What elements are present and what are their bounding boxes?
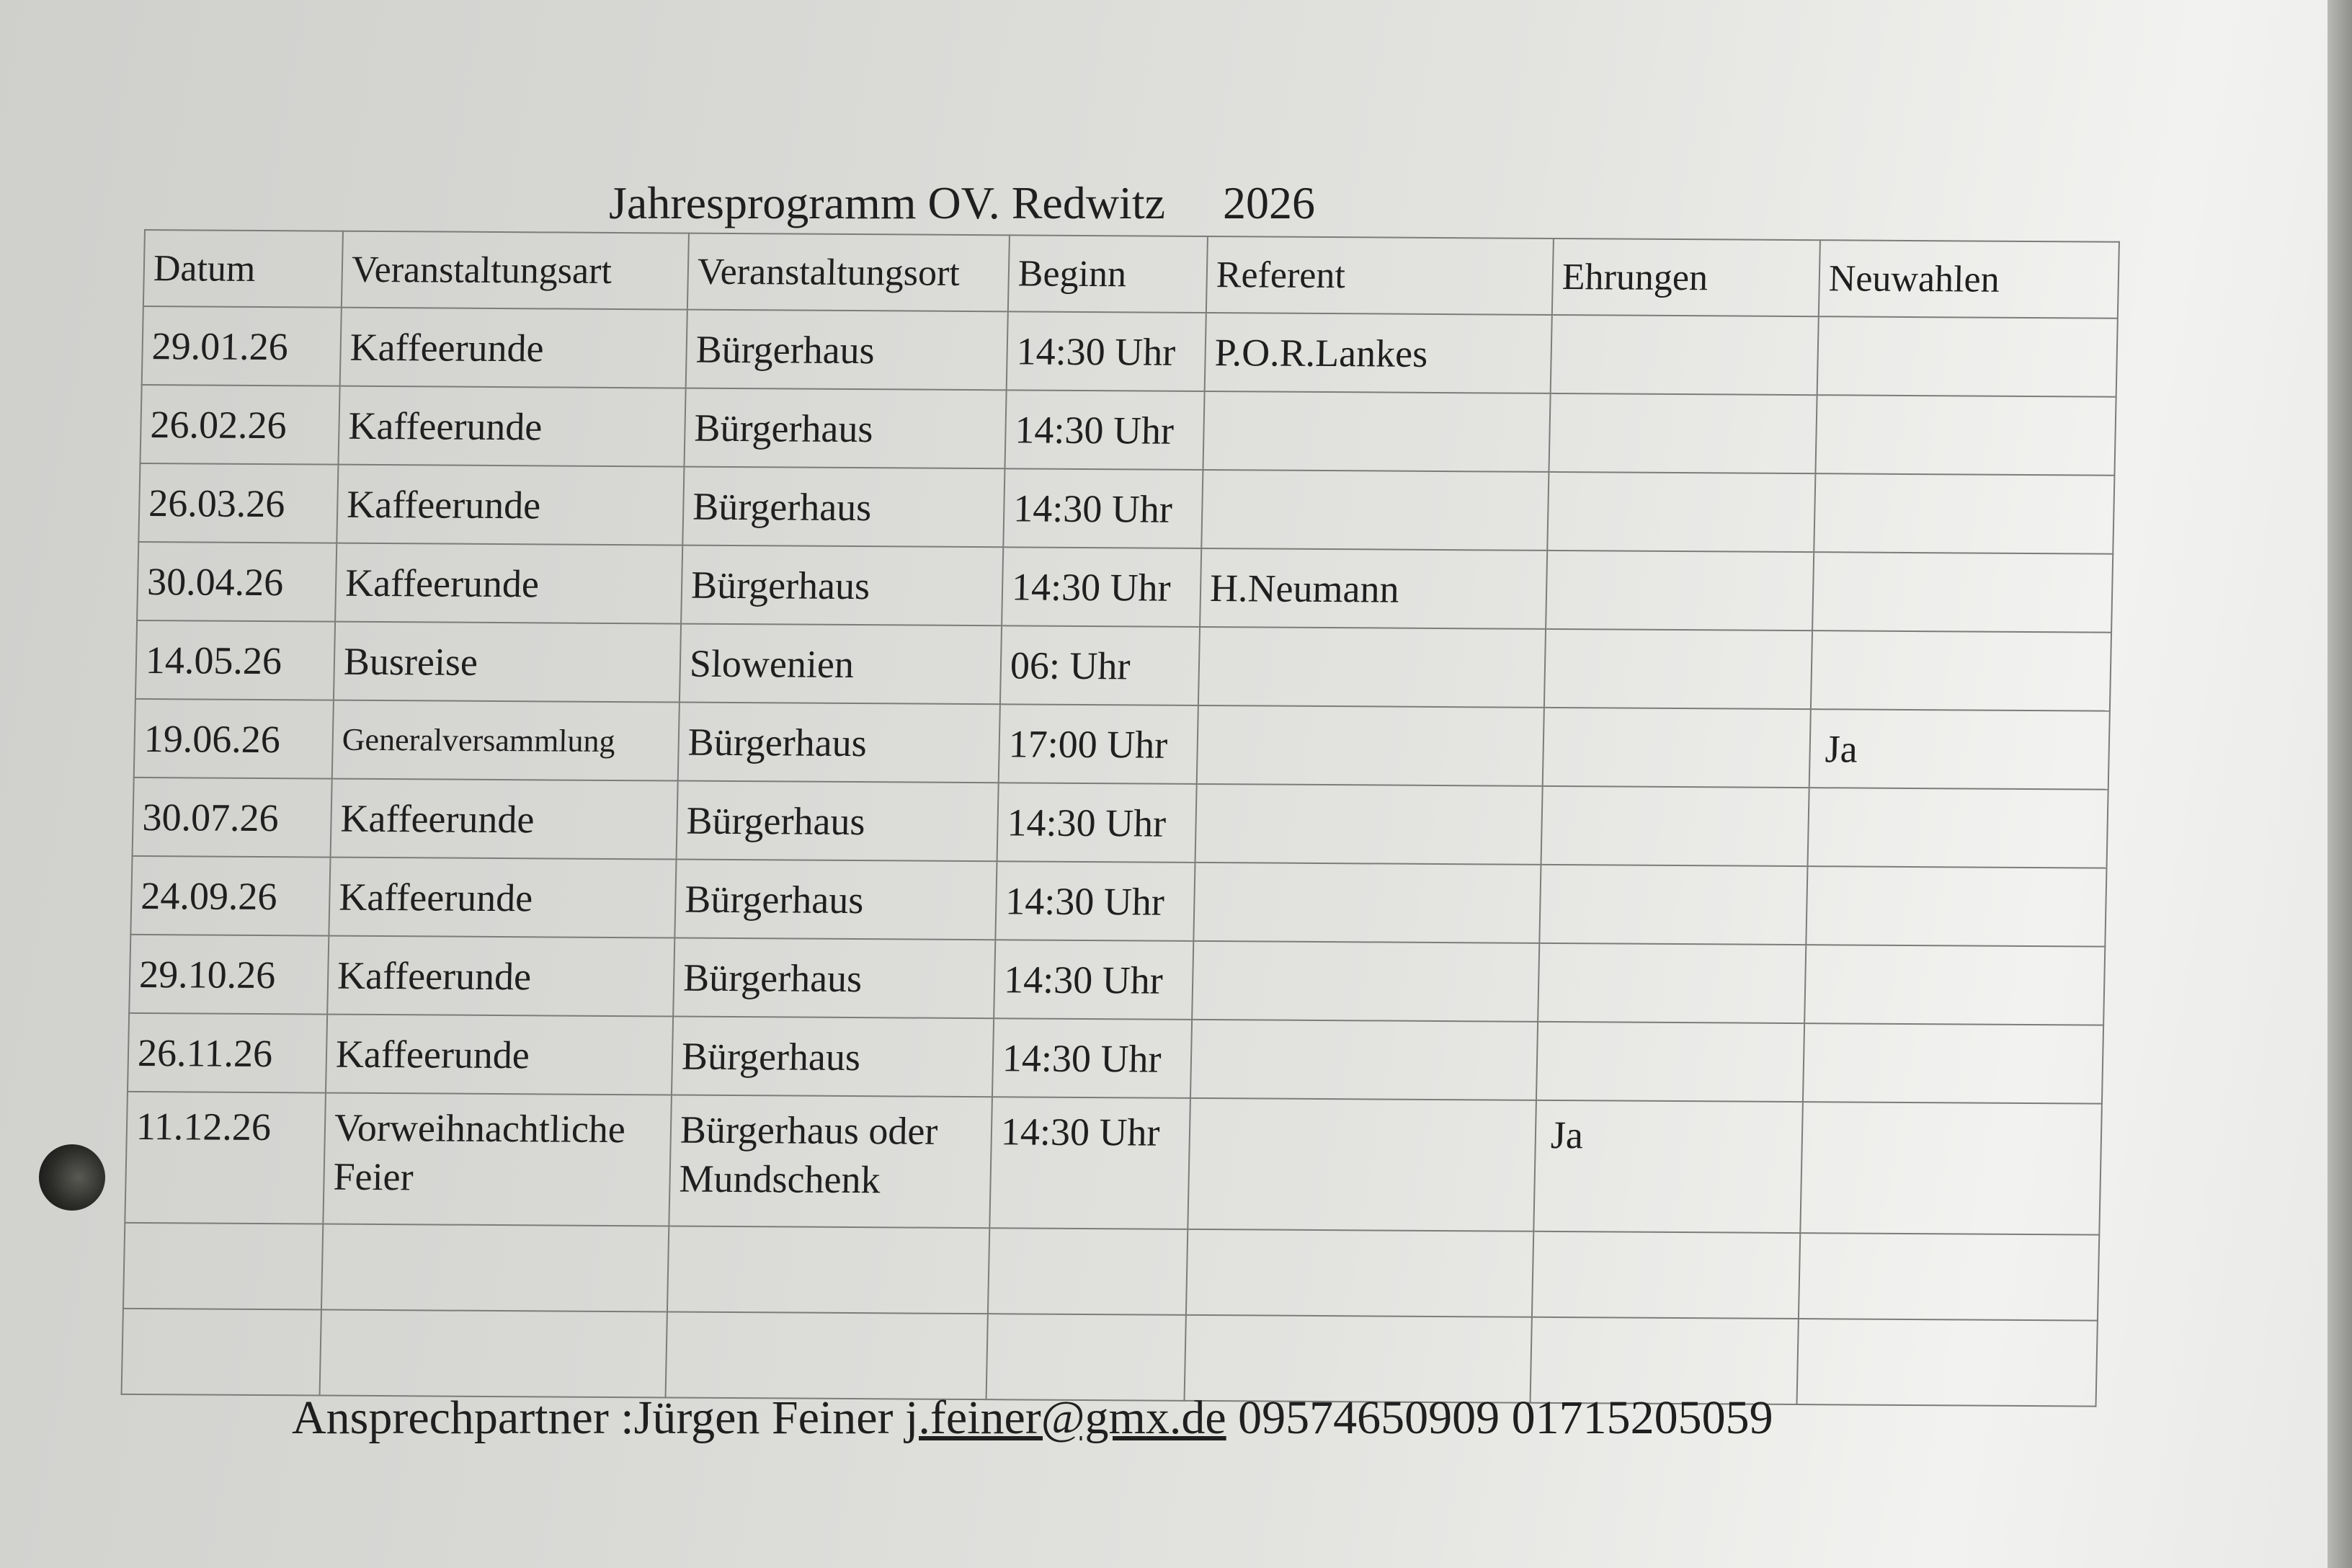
cell-referent bbox=[1186, 1229, 1533, 1317]
cell-datum: 29.10.26 bbox=[129, 935, 329, 1015]
cell-veranstaltungsart: Kaffeerunde bbox=[335, 543, 682, 624]
table-row bbox=[129, 935, 2105, 1025]
contact-phone-2: 01715205059 bbox=[1511, 1391, 1773, 1444]
table-row bbox=[128, 1013, 2103, 1104]
cell-veranstaltungsort bbox=[667, 1226, 989, 1314]
cell-veranstaltungsart: Kaffeerunde bbox=[331, 779, 678, 860]
cell-veranstaltungsort: Bürgerhaus oder Mundschenk bbox=[669, 1095, 992, 1228]
table-row bbox=[133, 778, 2108, 868]
cell-referent bbox=[1185, 1315, 1532, 1403]
cell-neuwahlen bbox=[1814, 473, 2114, 554]
cell-datum: 11.12.26 bbox=[125, 1092, 326, 1224]
cell-neuwahlen bbox=[1811, 631, 2111, 711]
cell-veranstaltungsart: Kaffeerunde bbox=[329, 858, 676, 938]
cell-referent bbox=[1197, 705, 1544, 786]
cell-veranstaltungsort: Bürgerhaus bbox=[682, 467, 1004, 548]
header-veranstaltungsort: Veranstaltungsort bbox=[687, 233, 1010, 312]
cell-neuwahlen: Ja bbox=[1809, 709, 2110, 790]
cell-veranstaltungsart: Busreise bbox=[334, 622, 681, 703]
table-row bbox=[140, 385, 2116, 476]
cell-referent bbox=[1195, 784, 1543, 865]
header-ehrungen: Ehrungen bbox=[1552, 239, 1820, 316]
cell-veranstaltungsort: Bürgerhaus bbox=[681, 545, 1003, 626]
table-row bbox=[134, 699, 2110, 790]
cell-beginn: 14:30 Uhr bbox=[994, 940, 1193, 1020]
table-row bbox=[130, 856, 2106, 947]
table-row bbox=[135, 620, 2111, 711]
table-row bbox=[125, 1092, 2102, 1235]
cell-veranstaltungsort: Bürgerhaus bbox=[674, 860, 997, 940]
cell-beginn: 14:30 Uhr bbox=[1003, 468, 1203, 548]
cell-datum bbox=[122, 1309, 321, 1396]
cell-beginn: 14:30 Uhr bbox=[1004, 390, 1204, 470]
cell-veranstaltungsart: Kaffeerunde bbox=[338, 386, 685, 467]
cell-referent: H.Neumann bbox=[1200, 548, 1547, 629]
header-row bbox=[143, 230, 2119, 318]
cell-neuwahlen bbox=[1812, 552, 2113, 633]
punch-hole bbox=[39, 1144, 105, 1211]
cell-beginn: 14:30 Uhr bbox=[995, 861, 1195, 941]
cell-neuwahlen bbox=[1804, 945, 2105, 1025]
cell-veranstaltungsart: Kaffeerunde bbox=[327, 936, 674, 1017]
cell-ehrungen bbox=[1532, 1231, 1800, 1319]
cell-veranstaltungsort bbox=[666, 1311, 988, 1399]
cell-ehrungen bbox=[1549, 393, 1817, 473]
cell-neuwahlen bbox=[1817, 316, 2118, 397]
cell-referent bbox=[1188, 1098, 1536, 1231]
cell-datum: 30.07.26 bbox=[133, 778, 332, 858]
contact-footer bbox=[292, 1391, 1773, 1446]
cell-referent bbox=[1198, 627, 1546, 708]
cell-veranstaltungsort: Bürgerhaus bbox=[686, 310, 1008, 391]
document-title bbox=[609, 177, 1315, 230]
title-text: Jahresprogramm OV. Redwitz bbox=[609, 177, 1165, 228]
cell-neuwahlen bbox=[1797, 1319, 2098, 1407]
cell-veranstaltungsart: Kaffeerunde bbox=[340, 308, 687, 388]
cell-veranstaltungsart bbox=[320, 1310, 667, 1398]
cell-veranstaltungsart bbox=[321, 1224, 669, 1312]
cell-ehrungen bbox=[1544, 629, 1812, 709]
paper-edge-shadow bbox=[2328, 0, 2352, 1568]
cell-referent bbox=[1190, 1020, 1538, 1100]
header-datum: Datum bbox=[143, 230, 343, 308]
cell-datum: 14.05.26 bbox=[135, 620, 335, 700]
cell-veranstaltungsort: Bürgerhaus bbox=[677, 781, 999, 862]
cell-referent bbox=[1203, 391, 1550, 472]
cell-datum bbox=[123, 1223, 323, 1310]
cell-veranstaltungsort: Bürgerhaus bbox=[684, 388, 1006, 469]
cell-datum: 29.01.26 bbox=[142, 306, 342, 386]
title-year: 2026 bbox=[1223, 177, 1315, 228]
table-row bbox=[142, 306, 2118, 397]
cell-beginn: 17:00 Uhr bbox=[999, 704, 1198, 784]
cell-ehrungen bbox=[1546, 551, 1814, 631]
cell-beginn: 14:30 Uhr bbox=[992, 1018, 1192, 1098]
cell-neuwahlen bbox=[1807, 788, 2108, 868]
header-beginn: Beginn bbox=[1008, 235, 1208, 313]
header-neuwahlen: Neuwahlen bbox=[1819, 240, 2119, 318]
header-referent: Referent bbox=[1206, 236, 1554, 315]
cell-referent bbox=[1201, 470, 1549, 551]
cell-beginn: 14:30 Uhr bbox=[989, 1097, 1190, 1229]
cell-ehrungen bbox=[1551, 315, 1819, 395]
cell-referent bbox=[1192, 941, 1539, 1022]
cell-datum: 26.03.26 bbox=[138, 463, 338, 543]
cell-neuwahlen bbox=[1815, 395, 2116, 476]
cell-datum: 24.09.26 bbox=[130, 856, 330, 936]
cell-beginn: 14:30 Uhr bbox=[997, 783, 1197, 863]
cell-ehrungen bbox=[1536, 1022, 1804, 1102]
cell-veranstaltungsort: Bürgerhaus bbox=[673, 938, 995, 1019]
cell-ehrungen bbox=[1541, 786, 1809, 866]
header-veranstaltungsart: Veranstaltungsart bbox=[342, 231, 689, 310]
cell-referent bbox=[1193, 863, 1541, 943]
schedule-table bbox=[121, 229, 2120, 1407]
cell-beginn: 14:30 Uhr bbox=[1007, 311, 1206, 391]
cell-veranstaltungsart: Generalversammlung bbox=[332, 700, 680, 781]
cell-beginn: 06: Uhr bbox=[1000, 625, 1200, 705]
cell-ehrungen bbox=[1543, 708, 1811, 788]
cell-veranstaltungsort: Slowenien bbox=[680, 624, 1002, 705]
contact-email-link[interactable]: j.feiner@gmx.de bbox=[905, 1391, 1226, 1444]
cell-ehrungen bbox=[1547, 472, 1815, 552]
table-row bbox=[138, 463, 2114, 554]
cell-datum: 26.02.26 bbox=[140, 385, 339, 465]
cell-neuwahlen bbox=[1800, 1102, 2102, 1235]
cell-ehrungen bbox=[1538, 943, 1806, 1023]
cell-veranstaltungsort: Bürgerhaus bbox=[672, 1017, 994, 1097]
cell-veranstaltungsart: Kaffeerunde bbox=[337, 465, 684, 545]
table-row bbox=[137, 542, 2113, 633]
cell-veranstaltungsort: Bürgerhaus bbox=[678, 703, 1000, 783]
cell-datum: 26.11.26 bbox=[128, 1013, 327, 1093]
cell-neuwahlen bbox=[1799, 1233, 2099, 1321]
cell-ehrungen: Ja bbox=[1533, 1100, 1803, 1233]
cell-veranstaltungsart: Vorweihnachtliche Feier bbox=[323, 1093, 672, 1226]
cell-beginn bbox=[988, 1228, 1188, 1315]
cell-neuwahlen bbox=[1803, 1023, 2103, 1104]
cell-beginn: 14:30 Uhr bbox=[1002, 547, 1201, 627]
contact-phone-1: 09574650909 bbox=[1238, 1391, 1500, 1444]
cell-veranstaltungsart: Kaffeerunde bbox=[326, 1015, 673, 1095]
cell-beginn bbox=[986, 1314, 1186, 1401]
cell-datum: 19.06.26 bbox=[134, 699, 334, 779]
cell-ehrungen bbox=[1539, 865, 1807, 945]
cell-neuwahlen bbox=[1806, 866, 2106, 947]
table-row-empty bbox=[123, 1223, 2099, 1321]
cell-referent: P.O.R.Lankes bbox=[1205, 313, 1552, 393]
cell-datum: 30.04.26 bbox=[137, 542, 337, 622]
contact-label: Ansprechpartner :Jürgen Feiner bbox=[292, 1391, 894, 1444]
